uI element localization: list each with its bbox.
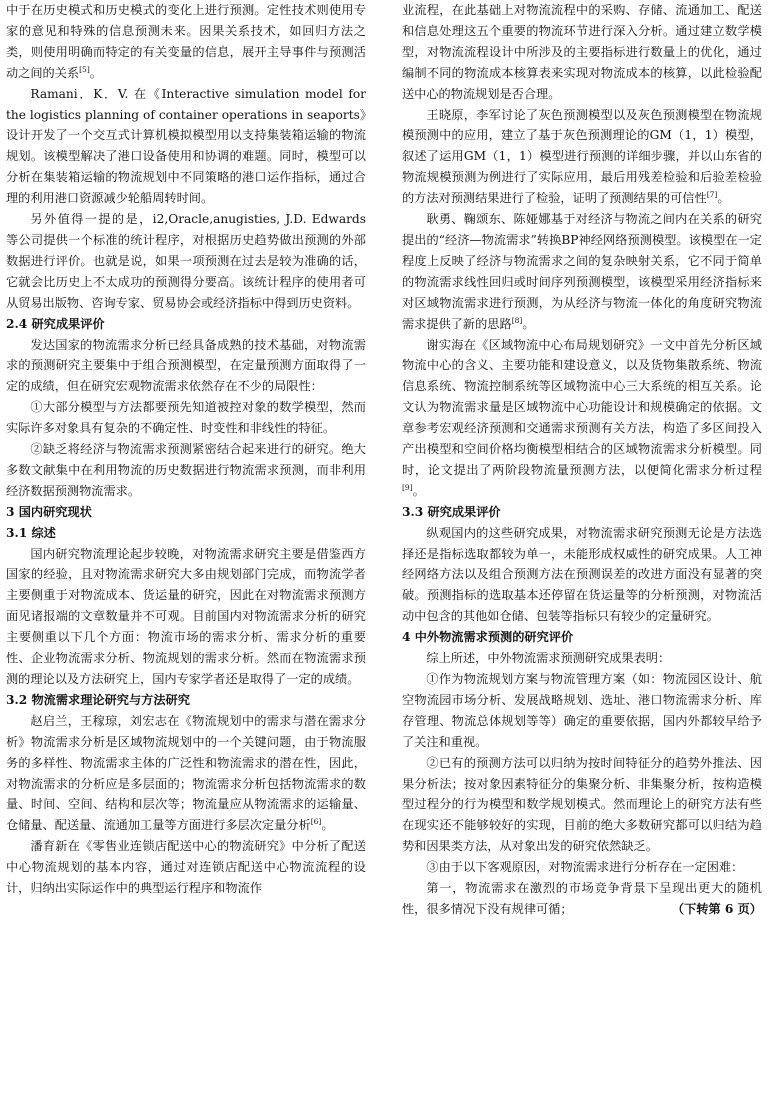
paragraph: 潘育新在《零售业连锁店配送中心的物流研究》中分析了配送中心物流规划的基本内容，通过对连锁店配送中心物流流程的设计，归纳出实际运作中的典型运行程序和物流作 <box>6 839 366 896</box>
paragraph-end: 。 <box>321 818 334 833</box>
section-heading: 3.3 研究成果评价 <box>402 504 501 519</box>
paragraph <box>402 209 762 334</box>
paragraph <box>6 0 366 84</box>
paragraph: 业流程，在此基础上对物流流程中的采购、存储、流通加工、配送和信息处理这五个重要的物流环节进行深入分析。通过建立数学模型，对物流流程设计中所涉及的主要指标进行数量上的优化，通过编制不同的物流成本核算表来实现对物流成本的核算，以此检验配送中心的物流规划是否合理。 <box>402 3 762 101</box>
paragraph <box>402 878 762 920</box>
paragraph: Ramani．K．V. 在《Interactive simulation model for the logistics planning of container operations in seaports》设计开发了一个交互式计算机模拟模型用以支持集装箱运输的物流规划。该模型解决了港口设备使用和协调的难题。同时，模型可以分析在集装箱运输的物流规划中不同策略的港口运作指标，通过合理的利用港口资源减少轮船周转时间。 <box>6 86 366 206</box>
paragraph-text: 王晓原，李军讨论了灰色预测模型以及灰色预测模型在物流规模预测中的应用，建立了基于灰色预测理论的GM（1，1）模型，叙述了运用GM（1，1）模型进行预测的详细步骤，并以山东省的物流规模预测为例进行了实际应用，最后用残差检验和后验差检验的方法对预测结果进行了检验，证明了预测结果的可信性 <box>402 107 762 206</box>
section-heading: 4 中外物流需求预测的研究评价 <box>402 630 574 645</box>
paragraph-text: 耿勇、鞠颂东、陈娅娜基于对经济与物流之间内在关系的研究提出的“经济—物流需求”转换BP神经网络预测模型。该模型在一定程度上反映了经济与物流需求之间的复杂映射关系，它不同于简单的物流需求线性回归或时间序列预测模型，该模型采用经济指标来对区域物流需求进行预测，为从经济与物流一体化的角度研究物流需求提供了新的思路 <box>402 212 762 331</box>
paragraph-text: 赵启兰，王稼琼，刘宏志在《物流规划中的需求与潜在需求分析》物流需求分析是区域物流规划中的一个关键问题，由于物流服务的多样性、物流需求主体的广泛性和物流需求的潜在性，因此，对物流需求的分析应是多层面的；物流需求分析包括物流需求的数量、时间、空间、结构和层次等；物流量应从物流需求的运输量、仓储量、配送量、流通加工量等方面进行多层次定量分析 <box>6 713 366 833</box>
paragraph: ②缺乏将经济与物流需求预测紧密结合起来进行的研究。绝大多数文献集中在利用物流的历史数据进行物流需求预测，而非利用经济数据预测物流需求。 <box>6 442 366 498</box>
citation-ref: [8] <box>511 315 523 325</box>
paragraph <box>402 105 762 210</box>
paragraph-end: 。 <box>522 316 535 331</box>
paragraph-end: 。 <box>412 483 425 498</box>
paragraph: 发达国家的物流需求分析已经具备成熟的技术基础，对物流需求的预测研究主要集中于组合预测模型，在定量预测方面取得了一定的成绩，但在研究宏观物流需求依然存在不少的局限性： <box>6 337 366 394</box>
citation-ref: [9] <box>402 482 413 492</box>
paragraph: ①大部分模型与方法都要预先知道被控对象的数学模型，然而实际许多对象具有复杂的不确定性、时变性和非线性的特征。 <box>6 400 366 436</box>
citation-ref: [7] <box>706 190 718 200</box>
paragraph: ②已有的预测方法可以归纳为按时间特征分的趋势外推法、因果分析法；按对象因素特征分的集聚分析、非集聚分析，按构造模型过程分的行为模型和数学规划模式。然而理论上的研究方法有些在现实还不能够较好的实现，目前的绝大多数研究都可以归结为趋势和因果类方法，从对象出发的研究依然缺乏。 <box>402 755 762 854</box>
citation-ref: [5] <box>79 64 90 74</box>
paragraph: 国内研究物流理论起步较晚，对物流需求研究主要是借鉴西方国家的经验，且对物流需求研究大多由规划部门完成，而物流学者主要侧重于对物流成本、货运量的研究，因此在对物流需求预测方面见诸报端的文章数量并不可观。目前国内对物流需求分析的研究主要侧重以下几个方面：物流市场的需求分析、需求分析的重要性、企业物流需求分析、物流规划的需求分析。然而在物流需求预测的理论以及方法研究上，国内专家学者还是取得了一定的成绩。 <box>6 546 366 686</box>
paragraph-text: 中于在历史模式和历史模式的变化上进行预测。定性技术则使用专家的意见和特殊的信息预测未来。因果关系技术，如回归方法之类，则使用明确而特定的有关变量的信息，展开主导事件与预测活动之间的关系 <box>6 3 366 80</box>
section-heading: 2.4 研究成果评价 <box>6 316 105 331</box>
paragraph-end: 。 <box>717 191 730 206</box>
paragraph-text: 第一，物流需求在激烈的市场竞争背景下呈现出更大的随机性，很多情况下没有规律可循； <box>402 881 762 916</box>
paragraph-end: 。 <box>89 65 102 80</box>
paragraph <box>6 711 366 836</box>
section-heading: 3.2 物流需求理论研究与方法研究 <box>6 692 190 707</box>
paragraph: ③由于以下客观原因，对物流需求进行分析存在一定困难： <box>426 860 744 875</box>
paragraph: 另外值得一提的是，i2,Oracle,anugisties, J.D. Edwards 等公司提供一个标准的统计程序，对根据历史趋势做出预测的外部数据进行评价。也就是说，如果一项预测在过去是较为准确的话，它就会比历史上不太成功的预测得分要高。该统计程序的使用者可从贸易出版物、咨询专家、贸易协会或经济指标中得到历史资料。 <box>6 212 366 310</box>
paragraph-text: 谢实海在《区域物流中心布局规划研究》一文中首先分析区域物流中心的含义、主要功能和建设意义，以及货物集散系统、物流信息系统、物流控制系统等区域物流中心三大系统的相互关系。论文认为物流需求量是区域物流中心功能设计和规模确定的依据。文章参考宏观经济预测和交通需求预测有关方法，构造了多区间投入产出模型和空间价格均衡模型相结合的区域物流需求分析模型。同时，论文提出了两阶段物流量预测方法，以便简化需求分析过程 <box>402 337 762 477</box>
section-heading: 3.1 综述 <box>6 525 56 540</box>
paragraph: ①作为物流规划方案与物流管理方案（如：物流园区设计、航空物流园市场分析、发展战略规划、选址、港口物流需求分析、库存管理、物流总体规划等等）确定的重要依据，国内外都较早给予了关注和重视。 <box>402 672 762 749</box>
paragraph: 综上所述，中外物流需求预测研究成果表明： <box>426 651 671 666</box>
continued-on-page-note: （下转第 6 页） <box>671 901 762 916</box>
paragraph <box>402 335 762 502</box>
paragraph: 纵观国内的这些研究成果，对物流需求研究预测无论是方法选择还是指标选取都较为单一，未能形成权威性的研究成果。人工神经网络方法以及组合预测方法在预测误差的改进方面没有显著的突破。预测指标的选取基本还停留在货运量等的分析预测，对物流活动中包含的其他如仓储、包装等指标只有较少的定量研究。 <box>402 525 762 624</box>
left-column <box>6 0 366 899</box>
section-heading: 3 国内研究现状 <box>6 504 92 519</box>
citation-ref: [6] <box>310 817 322 827</box>
right-column <box>402 0 762 920</box>
